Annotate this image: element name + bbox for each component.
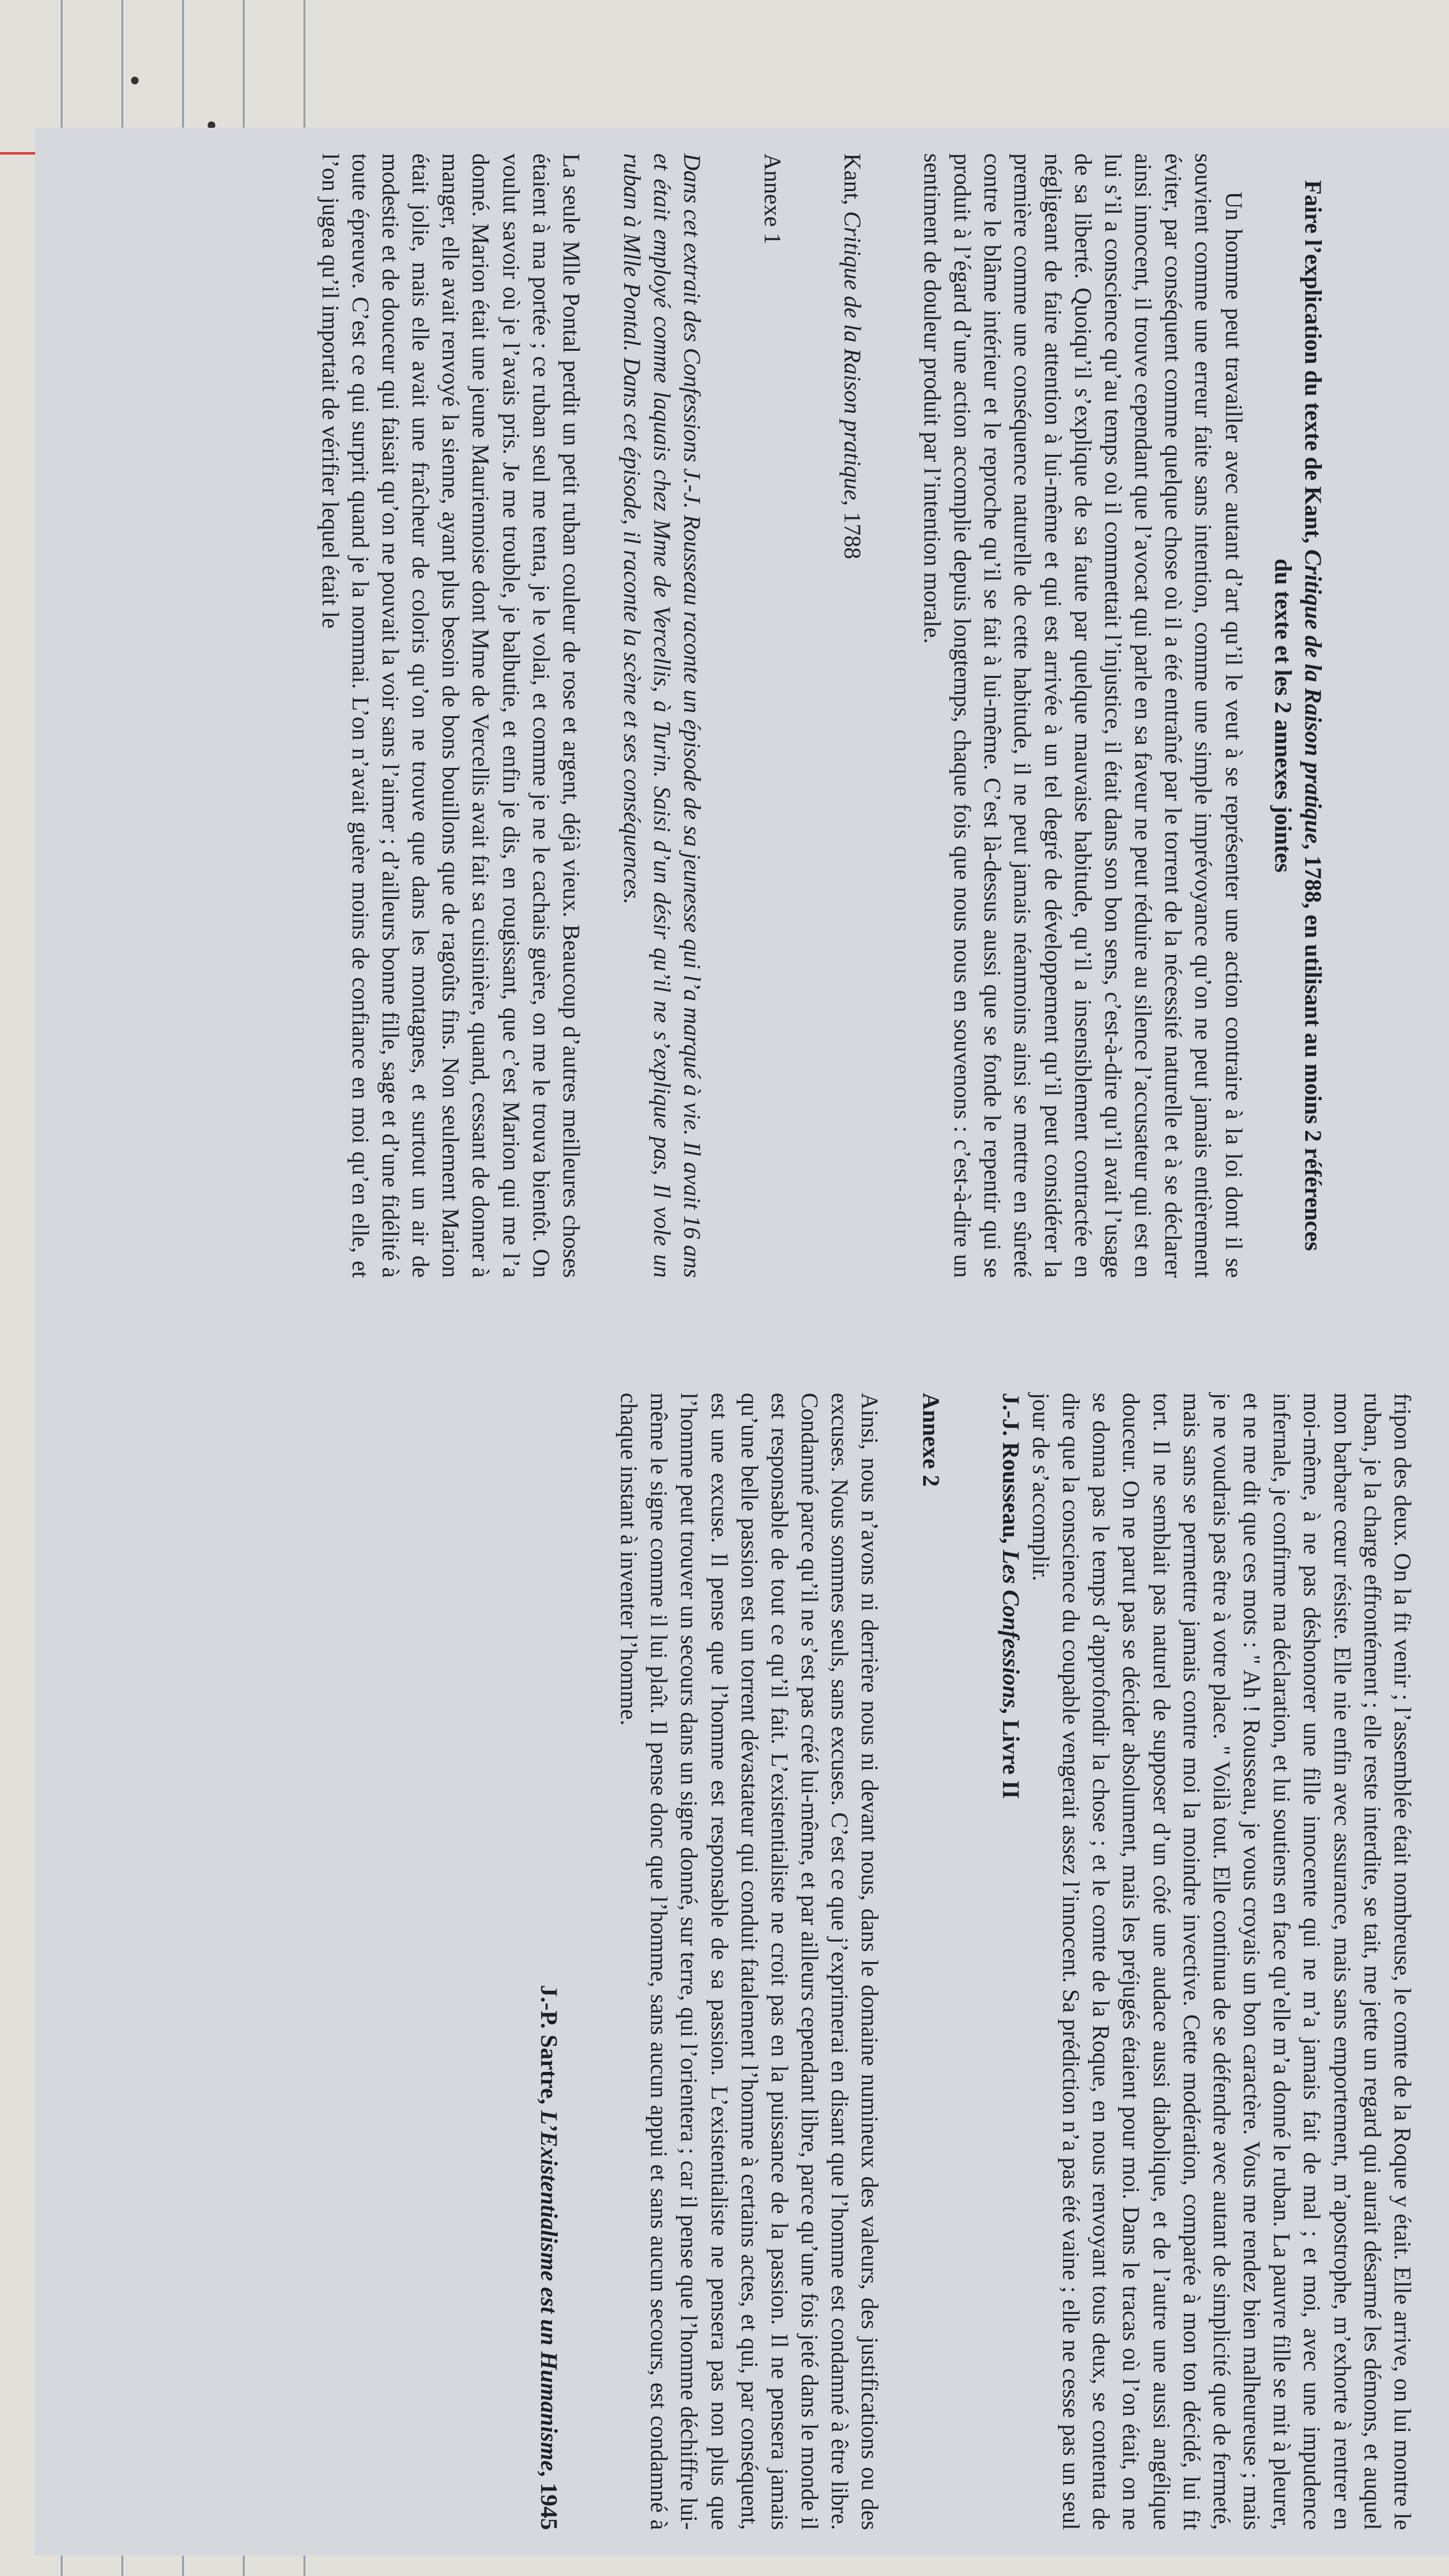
kant-text: Un homme peut travailler avec autant d’art qu’il le veut à se représenter une action contraire à la loi dont il se souvient comme une erreur faite sans intention, comme une simple imprévoyance qu’on ne peut jamais entièrement éviter, par conséquent comme quelque chose où il a été entraîné par le torrent de la nécessité naturelle et à se déclarer ainsi innocent, il trouve cependant que l’avocat qui parle en sa faveur ne peut réduire au silence l’accusateur qui est en lui s’il a conscience qu’au temps où il commettait l’injustice, il était dans son bon sens, c’est-à-dire qu’il avait l’usage de sa liberté. Quoiqu’il s’explique de sa faute par quelque mauvaise habitude, qu’il a insensiblement contractée en négligeant de faire attention à lui-même et qui est arrivée à un tel degré de développement qu’il peut considérer la première comme une conséquence naturelle de cette habitude, il ne peut jamais néanmoins ainsi se mettre en sûreté contre le blâme intérieur et le reproche qu’il se fait à lui-même. C’est là-dessus aussi que se fonde le repentir qui se produit à l’égard d’une action accomplie depuis longtemps, chaque fois que nous nous en souvenons : c’est-à-dire un sentiment de douleur produit par l’intention morale. <box>918 153 1246 1278</box>
annexe1-text-part1: La seule Mlle Pontal perdit un petit ruban couleur de rose et argent, déjà vieux. Beaucoup d’autres meilleures choses étaient à ma portée ; ce ruban seul me tenta, je le volai, et comme je ne le cachais guère, on me le trouva bientôt. On voulut savoir où je l’avais pris. Je me trouble, je balbutie, et enfin je dis, en rougissant, que c’est Marion qui me l’a donné. Marion était une jeune Mauriennoise dont Mme de Vercellis avait fait sa cuisinière, quand, cessant de donner à manger, elle avait renvoyé la sienne, ayant plus besoin de bons bouillons que de ragoûts fins. Non seulement Marion était jolie, mais elle avait une fraîcheur de coloris qu’on ne trouve que dans les montagnes, et surtout un air de modestie et de douceur qui faisait qu’on ne pouvait la voir sans l’aimer ; d’ailleurs bonne fille, sage et d’une fidélité à toute épreuve. C’est ce qui surprit quand je la nommai. L’on n’avait guère moins de confiance en moi qu’en elle, et l’on jugea qu’il importait de vérifier lequel était le <box>316 153 584 1278</box>
kant-source-year: , 1788 <box>838 500 865 560</box>
annexe2-source-title: L’Existentialisme est un Humanisme <box>535 2110 562 2471</box>
title-text: Faire l’explication du texte de Kant, <box>1300 180 1326 549</box>
annexe1-heading: Annexe 1 <box>758 153 785 245</box>
kant-source-title: Critique de la Raison pratique <box>838 211 865 500</box>
annexe2-text: Ainsi, nous n’avons ni derrière nous ni devant nous, dans le domaine numineux des valeurs, des justifications ou des excuses. Nous sommes seuls, sans excuses. C’est ce que j’exprimerai en disant que l’homme est condamné à être libre. Condamné parce qu’il ne s’est pas créé lui-même, et par ailleurs cependant libre, parce qu’une fois jeté dans le monde il est responsable de tout ce qu’il fait. L’existentialiste ne croit pas en la puissance de la passion. Il ne pensera jamais qu’une belle passion est un torrent dévastateur qui conduit fatalement l’homme à certains actes, et qui, par conséquent, est une excuse. Il pense que l’homme est responsable de sa passion. L’existentialiste ne pensera pas non plus que l’homme peut trouver un secours dans un signe donné, sur terre, qui l’orientera ; car il pense que l’homme déchiffre lui-même le signe comme il lui plaît. Il pense donc que l’homme, sans aucun appui et sans aucun secours, est condamné à chaque instant à inventer l’homme. <box>615 1393 883 2530</box>
annexe1-source <box>995 1393 1025 2530</box>
kant-source <box>837 153 867 1278</box>
left-column <box>314 153 1417 1278</box>
notebook-hole <box>131 77 139 84</box>
annexe2-source-year: , 1945 <box>535 2471 562 2530</box>
rotated-content <box>35 128 1449 2556</box>
annexe1-source-title: Les Confessions <box>997 1549 1023 1708</box>
annexe1-source-book: , Livre II <box>997 1708 1023 1799</box>
title-italic-text: Critique de la Raison pratique <box>1300 549 1326 844</box>
kant-source-author: Kant, <box>838 153 865 211</box>
annexe2-heading: Annexe 2 <box>917 1393 944 1487</box>
annexe2-source-author: J.-P. Sartre, <box>535 1984 562 2111</box>
document-title <box>1268 179 1328 1252</box>
printed-sheet <box>35 128 1449 2556</box>
title-text-end: , 1788, en utilisant au moins 2 références du texte et les 2 annexes jointes <box>1269 558 1326 1251</box>
annexe1-text-part2: fripon des deux. On la fit venir ; l’assemblée était nombreuse, le comte de la Roque y était. Elle arrive, on lui montre le ruban, je la charge effrontément ; elle reste interdite, se tait, me jette un regard qui aurait désarmé les démons, et auquel mon barbare cœur résiste. Elle nie enfin avec assurance, mais sans emportement, m’apostrophe, m’exhorte à rentrer en moi-même, à ne pas déshonorer une fille innocente qui ne m’a jamais fait de mal ; et moi, avec une impudence infernale, je confirme ma déclaration, et lui soutiens en face qu’elle m’a donné le ruban. La pauvre fille se mit à pleurer, et ne me dit que ces mots : " Ah ! Rousseau, je vous croyais un bon caractère. Vous me rendez bien malheureuse ; mais je ne voudrais pas être à votre place. " Voilà tout. Elle continua de se défendre avec autant de simplicité que de fermeté, mais sans se permettre jamais contre moi la moindre invective. Cette modération, comparée à mon ton décidé, lui fit tort. Il ne semblait pas naturel de supposer d’un côté une audace aussi diabolique, et de l’autre une aussi angélique douceur. On ne parut pas se décider absolument, mais les préjugés étaient pour moi. Dans le tracas où l’on était, on ne se donna pas le temps d’approfondir la chose ; et le comte de la Roque, en nous renvoyant tous deux, se contenta de dire que la conscience du coupable vengerait assez l’innocent. Sa prédiction n’a pas été vaine ; elle ne cesse pas un seul jour de s’accomplir. <box>1027 1393 1415 2530</box>
annexe1-intro: Dans cet extrait des Confessions J.-J. Rousseau raconte un épisode de sa jeunesse qui l’a marqué à vie. Il avait 16 ans et était employé comme laquais chez Mme de Vercellis, à Turin. Saisi d’un désir qu’il ne s’explique pas, Il vole un ruban à Mlle Pontal. Dans cet épisode, il raconte la scène et ses conséquences. <box>618 153 705 1278</box>
annexe1-source-author: J.-J. Rousseau, <box>997 1393 1023 1550</box>
right-column <box>533 1393 1417 2530</box>
annexe2-source <box>533 1393 564 2530</box>
